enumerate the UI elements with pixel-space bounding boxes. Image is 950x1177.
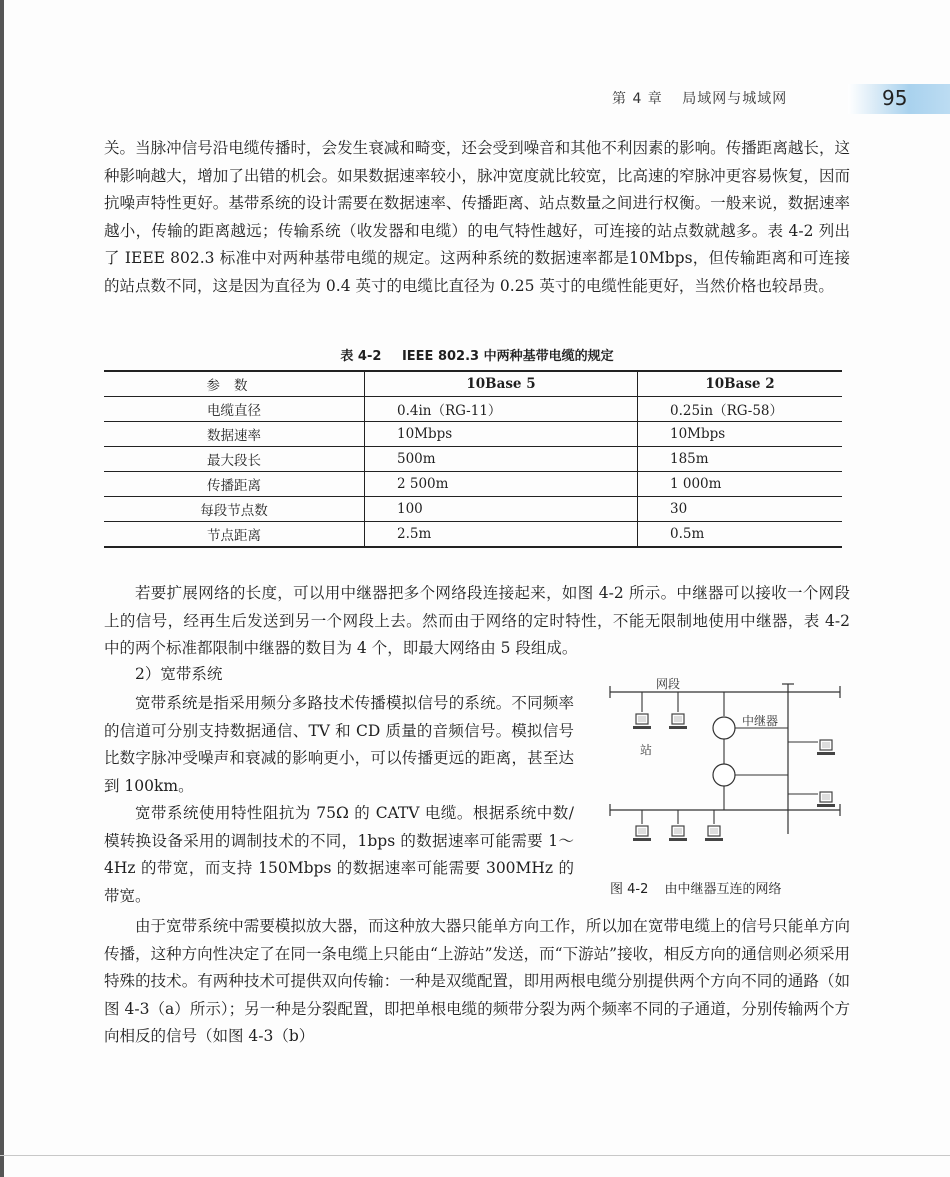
page-number: 95 [882,86,908,110]
header-text [612,88,787,108]
value-10base5-cell: 2 500m [365,472,638,497]
figure-caption-title: 由中继器互连的网络 [664,882,782,897]
computer-icon [669,714,687,729]
paragraph-4: 宽带系统使用特性阻抗为 75Ω 的 CATV 电缆。根据系统中数/模转换设备采用的调制技术的不同，1bps 的数据速率可能需要 1～4Hz 的带宽，而支持 150Mbps 的数据速率可能需要 300MHz 的带宽。 [104,804,574,905]
value-10base2-cell: 185m [638,447,843,472]
label-station: 站 [640,743,653,757]
subheading-broadband: 2）宽带系统 [135,665,223,683]
chapter-title: 局域网与城域网 [682,91,788,107]
param-cell: 节点距离 [104,522,365,548]
computer-icon [705,826,723,841]
table-caption [104,345,850,364]
table-caption-number: 表 4-2 [340,349,382,364]
param-cell: 数据速率 [104,422,365,447]
table-caption-title: IEEE 802.3 中两种基带电缆的规定 [401,349,614,364]
running-header [560,84,950,114]
value-10base2-cell: 10Mbps [638,422,843,447]
page-bottom-rule [0,1155,950,1156]
paragraph-5: 由于宽带系统中需要模拟放大器，而这种放大器只能单方向工作，所以加在宽带电缆上的信号只能单方向传播，这种方向性决定了在同一条电缆上只能由“上游站”发送，而“下游站”接收，相反方向的通信则必须采用特殊的技术。有两种技术可提供双向传输：一种是双缆配置，即用两根电缆分别提供两个方向不同的通路（如图 4-3（a）所示）；另一种是分裂配置，即把单根电缆的频带分裂为两个频率不同的子通道，分别传输两个方向相反的信号（如图 4-3（b） [104,917,850,1045]
figure-caption [610,878,782,897]
value-10base2-cell: 1 000m [638,472,843,497]
value-10base5-cell: 0.4in（RG-11） [365,397,638,422]
repeater-icon [713,764,735,786]
chapter-number: 第 4 章 [612,91,663,107]
value-10base5-cell: 2.5m [365,522,638,548]
header-10base5: 10Base 5 [365,371,638,397]
param-cell: 最大段长 [104,447,365,472]
figure-repeater-network [600,672,850,872]
network-diagram [600,672,850,872]
table-row [104,472,842,497]
value-10base2-cell: 0.5m [638,522,843,548]
table-row [104,397,842,422]
page-edge [0,0,4,1177]
value-10base5-cell: 10Mbps [365,422,638,447]
repeater-icon [713,717,735,739]
header-param: 参数 [104,371,365,397]
table-row [104,447,842,472]
label-segment: 网段 [656,677,681,691]
computer-icon [633,714,651,729]
param-cell: 每段节点数 [104,497,365,522]
param-cell: 传播距离 [104,472,365,497]
header-10base2: 10Base 2 [638,371,843,397]
paragraph-1: 关。当脉冲信号沿电缆传播时，会发生衰减和畸变，还会受到噪音和其他不利因素的影响。传播距离越长，这种影响越大，增加了出错的机会。如果数据速率较小，脉冲宽度就比较宽，比高速的窄脉冲更容易恢复，因而抗噪声特性更好。基带系统的设计需要在数据速率、传播距离、站点数量之间进行权衡。一般来说，数据速率越小，传输的距离越远；传输系统（收发器和电缆）的电气特性越好，可连接的站点数就越多。表 4-2 列出了 IEEE 802.3 标准中对两种基带电缆的规定。这两种系统的数据速率都是10Mbps，但传输距离和可连接的站点数不同，这是因为直径为 0.4 英寸的电缆比直径为 0.25 英寸的电缆性能更好，当然价格也较昂贵。 [104,139,850,295]
computer-icon [669,826,687,841]
spec-table [104,370,842,548]
computer-icon [817,792,835,807]
figure-caption-number: 图 4-2 [610,882,649,897]
label-repeater: 中继器 [742,714,779,728]
table-header-row [104,371,842,397]
table-row [104,422,842,447]
value-10base2-cell: 0.25in（RG-58） [638,397,843,422]
table-row [104,497,842,522]
paragraph-2: 若要扩展网络的长度，可以用中继器把多个网络段连接起来，如图 4-2 所示。中继器可以接收一个网段上的信号，经再生后发送到另一个网段上去。然而由于网络的定时特性，不能无限制地使用中继器，表 4-2 中的两个标准都限制中继器的数目为 4 个，即最大网络由 5 段组成。 [104,584,850,657]
value-10base5-cell: 100 [365,497,638,522]
paragraph-3: 宽带系统是指采用频分多路技术传播模拟信号的系统。不同频率的信道可分别支持数据通信、TV 和 CD 质量的音频信号。模拟信号比数字脉冲受噪声和衰减的影响更小，可以传播更远的距离，甚至达到 100km。 [104,694,574,795]
computer-icon [633,826,651,841]
computer-icon [817,740,835,755]
table-row [104,522,842,548]
value-10base2-cell: 30 [638,497,843,522]
param-cell: 电缆直径 [104,397,365,422]
value-10base5-cell: 500m [365,447,638,472]
